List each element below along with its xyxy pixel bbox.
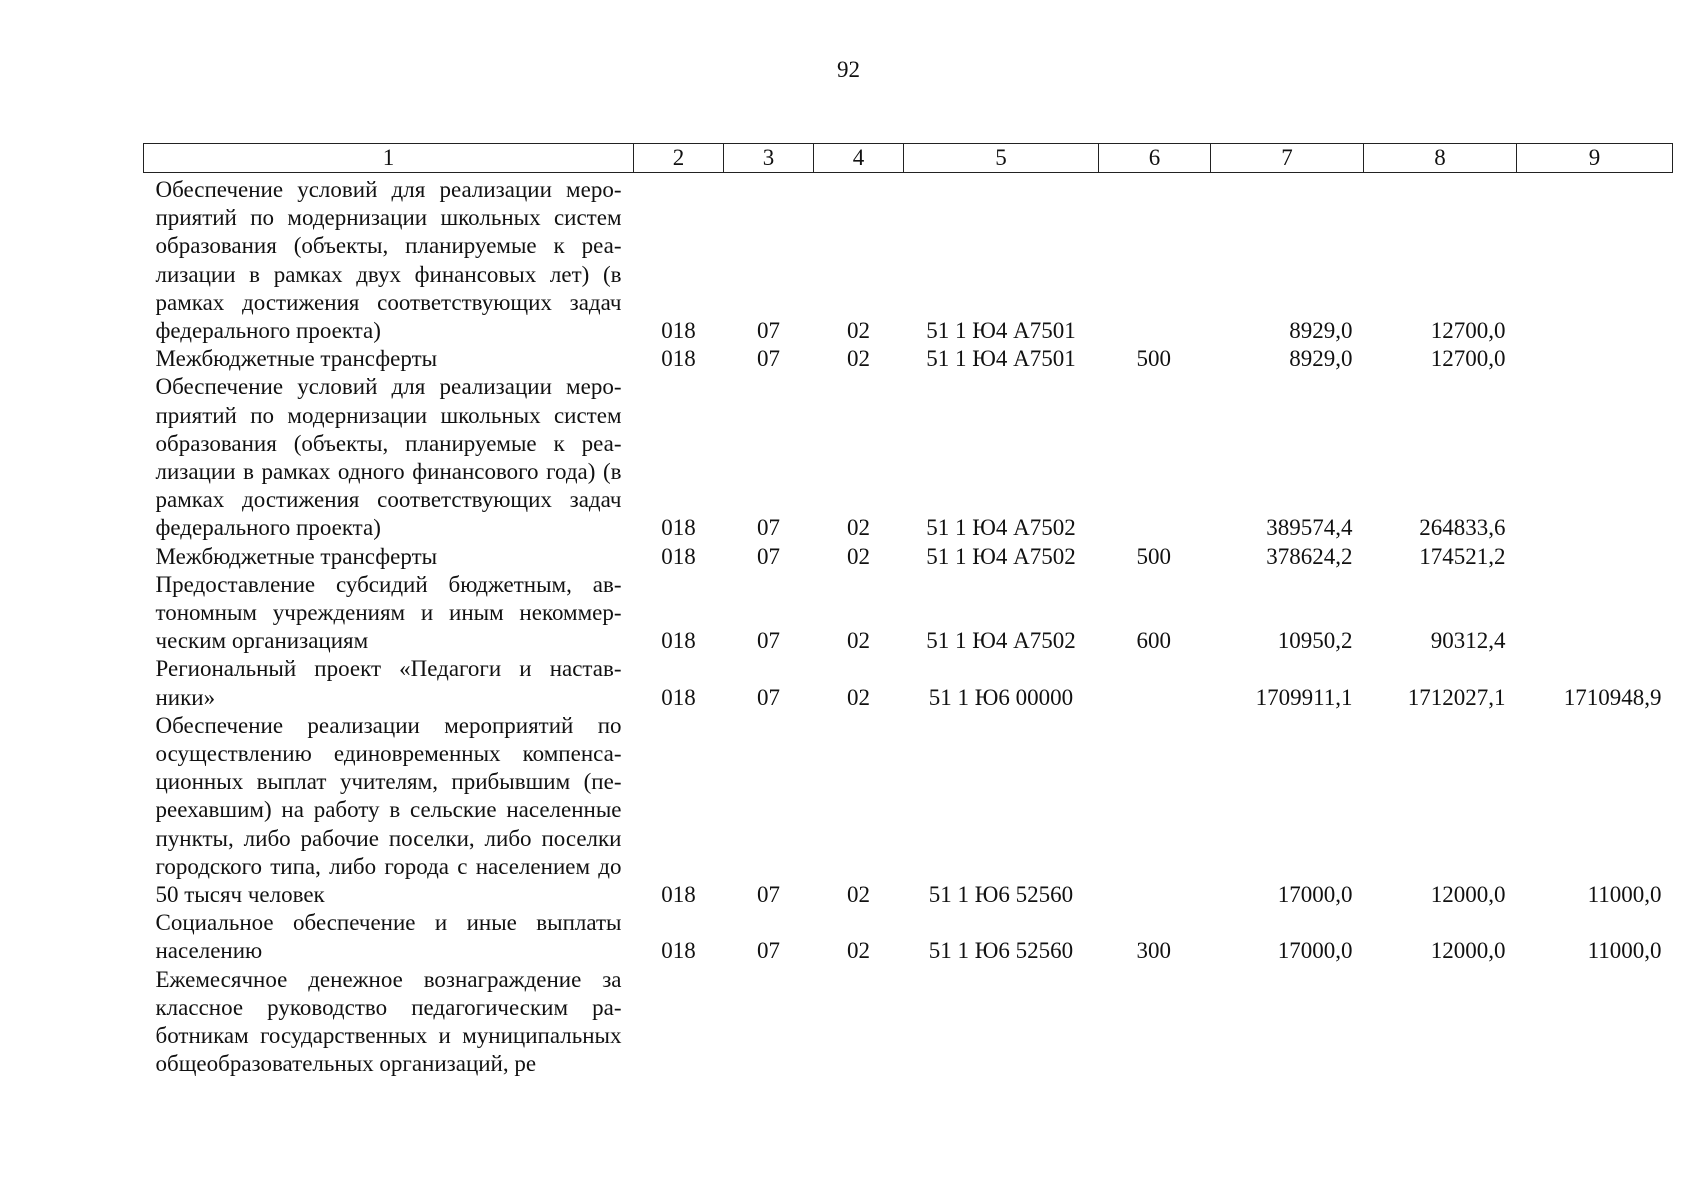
- subsection-code: 02: [847, 346, 870, 372]
- target-article-code: 51 1 Ю6 52560: [928, 938, 1074, 964]
- expense-type-code: [1099, 173, 1211, 346]
- amount-column-8: 12000,0: [1430, 882, 1506, 908]
- table-row: [144, 655, 1673, 711]
- amount-column-9: [1517, 571, 1673, 656]
- target-article-code: 51 1 Ю6 52560: [928, 882, 1074, 908]
- amount-column-7: 8929,0: [1289, 318, 1353, 344]
- ministry-code: 018: [661, 318, 696, 344]
- table-row: [144, 571, 1673, 656]
- amount-column-8: 12700,0: [1430, 346, 1506, 372]
- section-code: 07: [757, 346, 780, 372]
- table-row: [144, 345, 1673, 373]
- table-row: [144, 966, 1673, 1079]
- table-row: [144, 173, 1673, 346]
- subsection-code: 02: [847, 938, 870, 964]
- ministry-code: 018: [661, 628, 696, 654]
- budget-table: [143, 143, 1673, 1079]
- column-header-8: 8: [1364, 144, 1517, 173]
- amount-column-8: 12700,0: [1430, 318, 1506, 344]
- amount-column-8: 174521,2: [1419, 543, 1506, 569]
- amount-column-9: [1517, 173, 1673, 346]
- row-description: Социальное обеспечение и иные выплаты населению: [155, 910, 622, 964]
- amount-column-9: [1517, 543, 1673, 571]
- subsection-code: 02: [847, 684, 870, 710]
- amount-column-8: 1712027,1: [1407, 684, 1506, 710]
- column-header-6: 6: [1099, 144, 1211, 173]
- section-code: 07: [757, 318, 780, 344]
- section-code: 07: [757, 628, 780, 654]
- amount-column-9: 1710948,9: [1563, 684, 1662, 710]
- target-article-code: 51 1 Ю6 00000: [928, 684, 1074, 710]
- amount-column-8: 12000,0: [1430, 938, 1506, 964]
- column-header-1: 1: [144, 144, 634, 173]
- column-header-2: 2: [634, 144, 724, 173]
- expense-type-code: [1099, 712, 1211, 909]
- target-article-code: [904, 966, 1099, 1079]
- ministry-code: 018: [661, 515, 696, 541]
- amount-column-7: [1211, 966, 1364, 1079]
- target-article-code: 51 1 Ю4 А7502: [926, 515, 1076, 541]
- expense-type-code: [1099, 373, 1211, 542]
- row-description: Предоставление субсидий бюджетным, автономным учреждениям и иным некоммерческим организациям: [155, 571, 622, 654]
- expense-type-code: 500: [1136, 346, 1171, 372]
- section-code: 07: [757, 543, 780, 569]
- target-article-code: 51 1 Ю4 А7501: [926, 346, 1076, 372]
- row-description: Региональный проект «Педагоги и наставники»: [155, 656, 622, 710]
- table-row: [144, 373, 1673, 542]
- column-header-4: 4: [814, 144, 904, 173]
- amount-column-7: 378624,2: [1266, 543, 1353, 569]
- amount-column-9: [1517, 373, 1673, 542]
- subsection-code: 02: [847, 628, 870, 654]
- subsection-code: 02: [847, 543, 870, 569]
- amount-column-7: 17000,0: [1277, 938, 1353, 964]
- ministry-code: 018: [661, 882, 696, 908]
- subsection-code: [814, 966, 904, 1079]
- row-description: Обеспечение реализации мероприятий по осуществлению единовременных компенсационных выплат учителям, прибывшим (переехавшим) на работу в сельские населенные пункты, либо рабочие поселки, либо поселки городского типа, либо города с населением до 50 тысяч человек: [155, 712, 622, 908]
- table-row: [144, 543, 1673, 571]
- ministry-code: 018: [661, 938, 696, 964]
- row-description: Обеспечение условий для реализации мероприятий по модернизации школьных систем образования (объекты, планируемые к реализации в рамках одного финансового года) (в рамках достижения соответствующих задач федерального проекта): [155, 374, 622, 541]
- row-description: Ежемесячное денежное вознаграждение за классное руководство педагогическим работникам государственных и муниципальных общеобразовательных организаций, ре: [155, 966, 622, 1077]
- subsection-code: 02: [847, 882, 870, 908]
- amount-column-8: [1364, 966, 1517, 1079]
- amount-column-7: 8929,0: [1289, 346, 1353, 372]
- target-article-code: 51 1 Ю4 А7502: [926, 543, 1076, 569]
- column-header-3: 3: [724, 144, 814, 173]
- column-number-header-row: [144, 144, 1673, 173]
- amount-column-7: 389574,4: [1266, 515, 1353, 541]
- column-header-7: 7: [1211, 144, 1364, 173]
- expense-type-code: 600: [1136, 628, 1171, 654]
- target-article-code: 51 1 Ю4 А7502: [926, 628, 1076, 654]
- section-code: 07: [757, 882, 780, 908]
- section-code: [724, 966, 814, 1079]
- subsection-code: 02: [847, 515, 870, 541]
- page-number: 92: [837, 57, 860, 82]
- expense-type-code: [1099, 966, 1211, 1079]
- row-description: Обеспечение условий для реализации мероприятий по модернизации школьных систем образования (объекты, планируемые к реализации в рамках двух финансовых лет) (в рамках достижения соответствующих задач федерального проекта): [155, 177, 622, 344]
- row-description: Межбюджетные трансферты: [155, 346, 438, 372]
- target-article-code: 51 1 Ю4 А7501: [926, 318, 1076, 344]
- ministry-code: 018: [661, 684, 696, 710]
- ministry-code: [634, 966, 724, 1079]
- column-header-5: 5: [904, 144, 1099, 173]
- expense-type-code: 300: [1136, 938, 1171, 964]
- amount-column-9: [1517, 966, 1673, 1079]
- amount-column-8: 264833,6: [1419, 515, 1506, 541]
- section-code: 07: [757, 938, 780, 964]
- expense-type-code: [1099, 655, 1211, 711]
- column-header-9: 9: [1517, 144, 1673, 173]
- amount-column-8: 90312,4: [1430, 628, 1506, 654]
- table-row: [144, 712, 1673, 909]
- amount-column-7: 1709911,1: [1255, 684, 1353, 710]
- amount-column-7: 17000,0: [1277, 882, 1353, 908]
- section-code: 07: [757, 684, 780, 710]
- section-code: 07: [757, 515, 780, 541]
- amount-column-9: [1517, 345, 1673, 373]
- ministry-code: 018: [661, 543, 696, 569]
- amount-column-9: 11000,0: [1587, 882, 1662, 908]
- table-row: [144, 909, 1673, 965]
- row-description: Межбюджетные трансферты: [155, 543, 438, 569]
- amount-column-9: 11000,0: [1587, 938, 1662, 964]
- ministry-code: 018: [661, 346, 696, 372]
- expense-type-code: 500: [1136, 543, 1171, 569]
- amount-column-7: 10950,2: [1277, 628, 1353, 654]
- subsection-code: 02: [847, 318, 870, 344]
